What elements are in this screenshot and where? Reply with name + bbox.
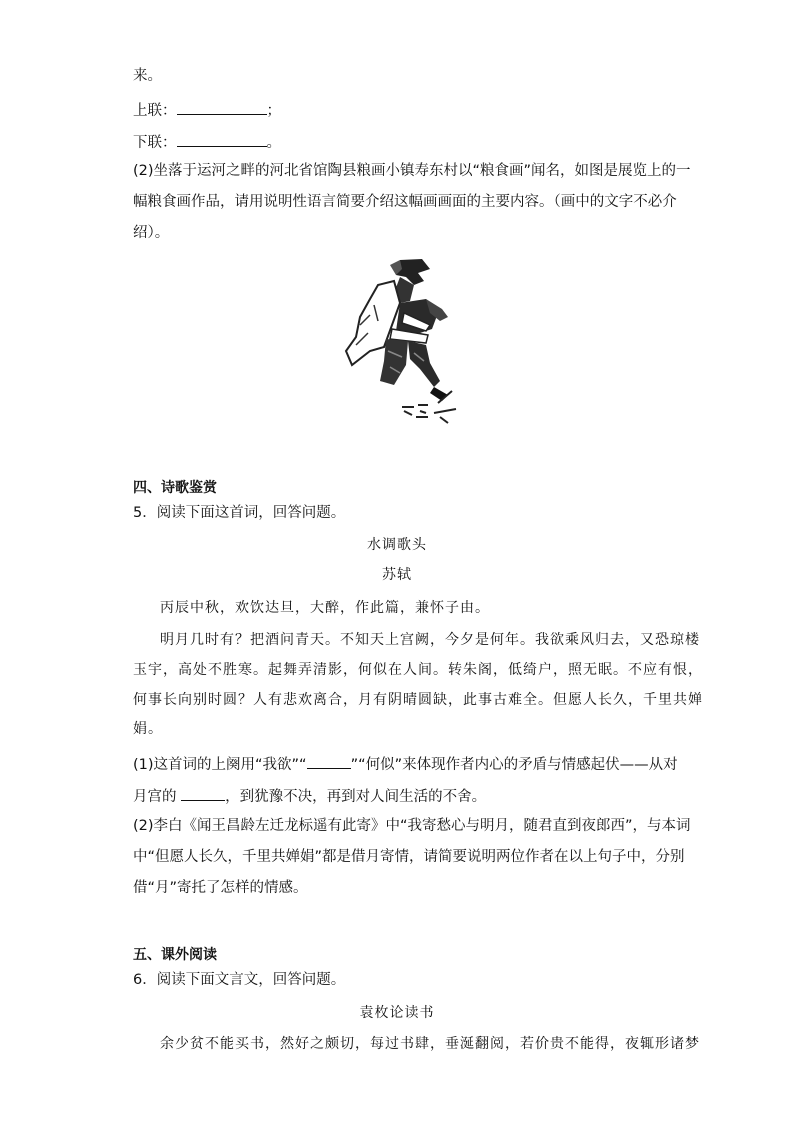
question-5-prompt: 5．阅读下面这首词，回答问题。 (133, 505, 346, 521)
poem-preface: 丙辰中秋，欢饮达旦，大醉，作此篇，兼怀子由。 (160, 600, 490, 616)
grain-painting-image (330, 255, 465, 435)
poem-title: 水调歌头 (367, 537, 427, 553)
q5-part2-line2: 中“但愿人长久，千里共婵娟”都是借月寄情，请简要说明两位作者在以上句子中，分别 (133, 849, 685, 865)
q5-part1-text-c: 月宫的 (133, 789, 182, 805)
section-heading-poetry: 四、诗歌鉴赏 (133, 480, 217, 496)
upper-couplet-line (133, 99, 281, 121)
passage-title: 袁枚论读书 (359, 1005, 435, 1021)
q5-part2-line1: (2)李白《闻王昌龄左迁龙标遥有此寄》中“我寄愁心与明月，随君直到夜郎西”，与本词 (133, 818, 691, 834)
q4-line-continued: 来。 (133, 68, 162, 84)
passage-line1: 余少贫不能买书，然好之颇切，每过书肆，垂涎翻阅，若价贵不能得，夜辄形诸梦 (160, 1036, 700, 1052)
q5-part2-line3: 借“月”寄托了怎样的情感。 (133, 880, 308, 896)
poem-body-line1: 明月几时有？把酒问青天。不知天上宫阙，今夕是何年。我欲乘风归去，又恐琼楼 (160, 632, 700, 648)
q5-part1-blank2[interactable] (181, 785, 225, 801)
lower-couplet-punct: 。 (266, 135, 281, 151)
upper-couplet-punct: ； (266, 103, 281, 119)
q5-part1-text-b: ”“何似”来体现作者内心的矛盾与情感起伏——从对 (350, 757, 678, 773)
q4-part2-line3: 绍）。 (133, 225, 170, 241)
grain-painting-illustration (330, 255, 465, 435)
upper-couplet-blank[interactable] (177, 99, 267, 115)
poem-author: 苏轼 (382, 567, 412, 583)
lower-couplet-label: 下联： (133, 135, 177, 151)
q5-part1-text-d: ，到犹豫不决，再到对人间生活的不舍。 (225, 789, 487, 805)
q5-part1-text-a: (1)这首词的上阕用“我欲”“ (133, 757, 307, 773)
q4-part2-line1: (2)坐落于运河之畔的河北省馆陶县粮画小镇寿东村以“粮食画”闻名，如图是展览上的一 (133, 163, 691, 179)
question-6-prompt: 6．阅读下面文言文，回答问题。 (133, 972, 346, 988)
poem-body-line4: 娟。 (133, 721, 163, 737)
section-heading-reading: 五、课外阅读 (133, 947, 217, 963)
q5-part1-line2 (133, 785, 486, 807)
q4-part2-line2: 幅粮食画作品，请用说明性语言简要介绍这幅画画面的主要内容。（画中的文字不必介 (133, 194, 677, 210)
lower-couplet-line (133, 131, 281, 153)
upper-couplet-label: 上联： (133, 103, 177, 119)
poem-body-line2: 玉宇，高处不胜寒。起舞弄清影，何似在人间。转朱阁，低绮户，照无眠。不应有恨， (133, 662, 703, 678)
q5-part1-line1 (133, 753, 678, 775)
poem-body-line3: 何事长向别时圆？人有悲欢离合，月有阴晴圆缺，此事古难全。但愿人长久，千里共婵 (133, 692, 703, 708)
lower-couplet-blank[interactable] (177, 131, 267, 147)
q5-part1-blank1[interactable] (307, 753, 351, 769)
